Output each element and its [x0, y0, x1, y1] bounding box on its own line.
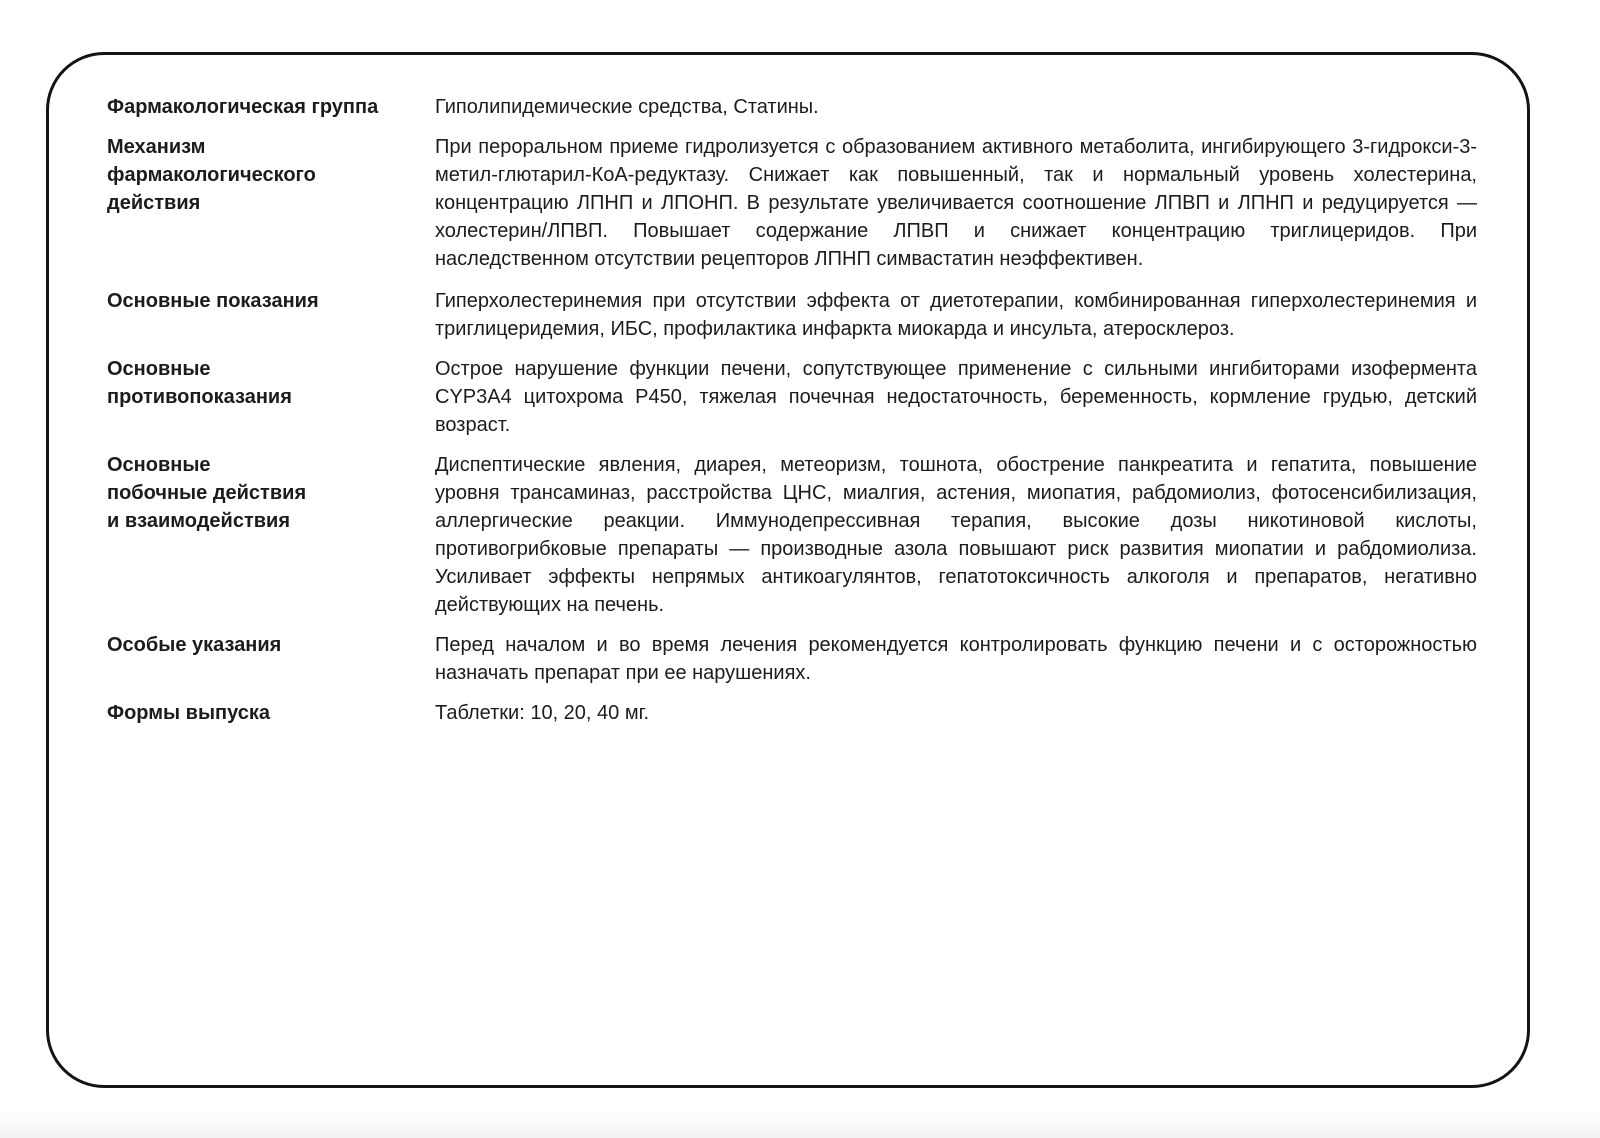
row-label: Особые указания [107, 634, 282, 656]
page-edge-shadow [0, 1110, 1600, 1138]
row-mechanism-of-action [107, 133, 1527, 273]
row-value: Перед началом и во время лечения рекомендуется контролировать функцию печени и с осторожностью назначать препарат при ее нарушениях. [435, 634, 1477, 684]
drug-info-card [46, 52, 1530, 1088]
row-pharmacological-group [107, 93, 1527, 121]
row-label: Механизм фармакологического действия [107, 136, 316, 214]
row-side-effects-interactions [107, 451, 1527, 619]
row-label: Основные побочные действия и взаимодействия [107, 454, 307, 532]
row-value: Гиполипидемические средства, Статины. [435, 96, 819, 118]
drug-info-table [107, 93, 1527, 727]
row-label: Основные противопоказания [107, 358, 292, 408]
row-value: Таблетки: 10, 20, 40 мг. [435, 702, 650, 724]
row-value: Острое нарушение функции печени, сопутствующее применение с сильными ингибиторами изофермента CYP3A4 цитохрома P450, тяжелая почечная недостаточность, беременность, кормление грудью, детский возраст. [435, 358, 1477, 436]
row-release-forms [107, 699, 1527, 727]
row-value: Диспептические явления, диарея, метеоризм, тошнота, обострение панкреатита и гепатита, повышение уровня трансаминаз, расстройства ЦНС, миалгия, астения, миопатия, рабдомиолиз, фотосенсибилизация, аллергические реакции. Иммунодепрессивная терапия, высокие дозы никотиновой кислоты, противогрибковые препараты — производные азола повышают риск развития миопатии и рабдомиолиза. Усиливает эффекты непрямых антикоагулянтов, гепатотоксичность алкоголя и препаратов, негативно действующих на печень. [435, 454, 1477, 616]
row-special-instructions [107, 631, 1527, 687]
row-label: Основные показания [107, 290, 319, 312]
row-value: При пероральном приеме гидролизуется с образованием активного метаболита, ингибирующего 3-гидрокси-3-метил-глютарил-КоА-редуктазу. Снижает как повышенный, так и нормальный уровень холестерина, концентрацию ЛПНП и ЛПОНП. В результате увеличивается соотношение ЛПВП и ЛПНП и редуцируется — холестерин/ЛПВП. Повышает содержание ЛПВП и снижает концентрацию триглицеридов. При наследственном отсутствии рецепторов ЛПНП симвастатин неэффективен. [435, 136, 1477, 270]
row-label: Фармакологическая группа [107, 96, 379, 118]
row-value: Гиперхолестеринемия при отсутствии эффекта от диетотерапии, комбинированная гиперхолестеринемия и триглицеридемия, ИБС, профилактика инфаркта миокарда и инсульта, атеросклероз. [435, 290, 1477, 340]
row-indications [107, 287, 1527, 343]
row-label: Формы выпуска [107, 702, 271, 724]
row-contraindications [107, 355, 1527, 439]
